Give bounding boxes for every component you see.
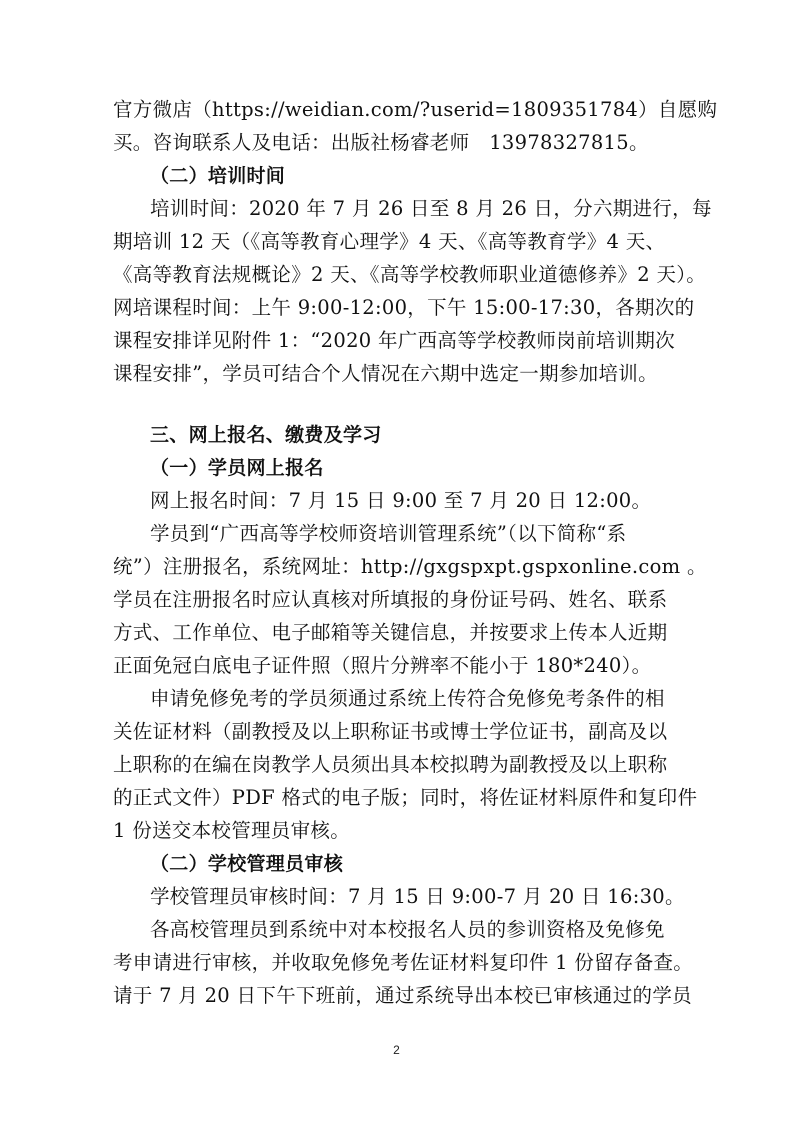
paragraph-line: 买。咨询联系人及电话：出版社杨睿老师 13978327815。	[113, 131, 649, 154]
paragraph-line: 关佐证材料（副教授及以上职称证书或博士学位证书，副高及以	[113, 720, 668, 743]
paragraph-line: 请于 7 月 20 日下午下班前，通过系统导出本校已审核通过的学员	[113, 984, 692, 1007]
paragraph-line: 申请免修免考的学员须通过系统上传符合免修免考条件的相	[150, 687, 665, 710]
paragraph-line: 官方微店（https://weidian.com/?userid=1809351784）自愿购	[113, 98, 718, 121]
paragraph-line: 方式、工作单位、电子邮箱等关键信息，并按要求上传本人近期	[113, 621, 668, 644]
paragraph-line: 《高等教育法规概论》2 天、《高等学校教师职业道德修养》2 天）。	[113, 263, 707, 286]
paragraph-line: 期培训 12 天（《高等教育心理学》4 天、《高等教育学》4 天、	[113, 230, 666, 253]
paragraph-line: 网培课程时间：上午 9:00-12:00，下午 15:00-17:30，各期次的	[113, 296, 695, 319]
paragraph-line: 学员在注册报名时应认真核对所填报的身份证号码、姓名、联系	[113, 588, 668, 611]
paragraph-line: 学员到“广西高等学校师资培训管理系统”（以下简称“系	[150, 522, 627, 545]
paragraph-line: 的正式文件）PDF 格式的电子版；同时，将佐证材料原件和复印件	[113, 786, 698, 809]
page-number: 2	[393, 1043, 400, 1057]
paragraph-line: 1 份送交本校管理员审核。	[113, 819, 351, 842]
paragraph-line: 正面免冠白底电子证件照（照片分辨率不能小于 180*240）。	[113, 654, 652, 677]
paragraph-line: 网上报名时间：7 月 15 日 9:00 至 7 月 20 日 12:00。	[150, 489, 652, 512]
subsection-heading-training-time: （二）培训时间	[150, 165, 286, 187]
subsection-heading-admin-review: （二）学校管理员审核	[150, 853, 344, 875]
paragraph-line: 考申请进行审核，并收取免修免考佐证材料复印件 1 份留存备查。	[113, 951, 694, 974]
paragraph-line: 课程安排”，学员可结合个人情况在六期中选定一期参加培训。	[113, 362, 658, 385]
section-heading-registration: 三、网上报名、缴费及学习	[150, 424, 382, 446]
paragraph-line: 各高校管理员到系统中对本校报名人员的参训资格及免修免	[150, 918, 665, 941]
subsection-heading-online-registration: （一）学员网上报名	[150, 457, 324, 479]
paragraph-line: 上职称的在编在岗教学人员须出具本校拟聘为副教授及以上职称	[113, 753, 668, 776]
paragraph-line: 统”）注册报名，系统网址：http://gxgspxpt.gspxonline.com 。	[113, 555, 707, 578]
paragraph-line: 培训时间：2020 年 7 月 26 日至 8 月 26 日，分六期进行，每	[150, 197, 712, 220]
paragraph-line: 课程安排详见附件 1：“2020 年广西高等学校教师岗前培训期次	[113, 329, 675, 352]
paragraph-line: 学校管理员审核时间：7 月 15 日 9:00-7 月 20 日 16:30。	[150, 885, 685, 908]
